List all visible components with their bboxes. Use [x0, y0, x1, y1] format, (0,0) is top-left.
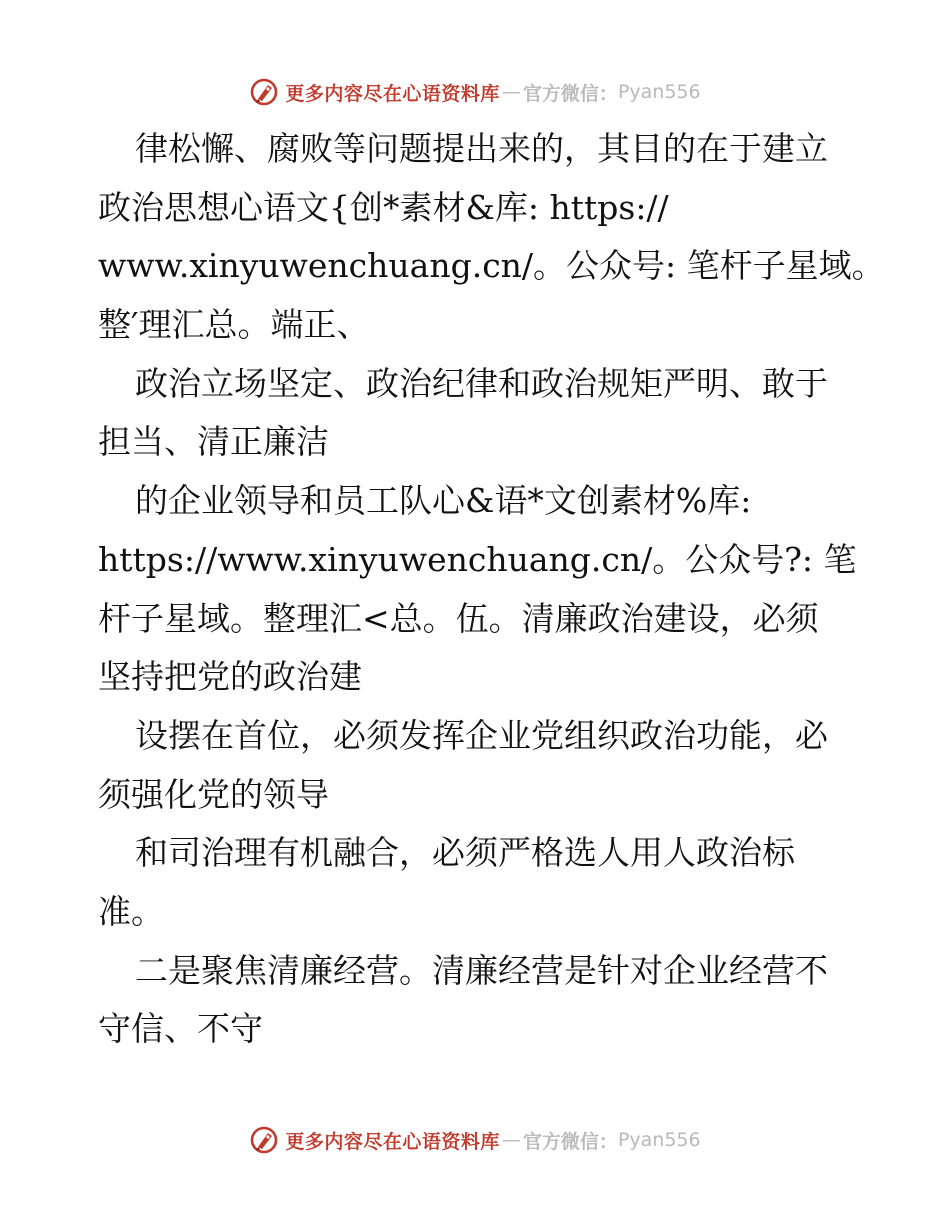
footer-dash: — [501, 1129, 521, 1151]
footer-watermark [0, 1120, 950, 1160]
text-line: 和司治理有机融合，必须严格选人用人政治标 [135, 833, 795, 873]
header-promo-text: 更多内容尽在心语资料库 [285, 82, 500, 105]
text-line: 政治思想心语文{创*素材&库: https:// [98, 187, 669, 227]
text-line: 设摆在首位，必须发挥企业党组织政治功能，必 [135, 715, 828, 755]
text-line: 须强化党的领导 [98, 774, 329, 814]
footer-wechat-id: Pyan556 [617, 1129, 701, 1151]
text-line: 坚持把党的政治建 [98, 657, 362, 697]
text-line: 政治立场坚定、政治纪律和政治规矩严明、敢于 [135, 363, 828, 403]
header-official-label: 官方微信： [522, 82, 618, 105]
text-line: 的企业领导和员工队心&语*文创素材%库: [135, 481, 752, 521]
footer-official-label: 官方微信： [522, 1130, 618, 1153]
header-watermark [0, 72, 950, 112]
pen-nib-logo-icon [249, 1125, 279, 1155]
text-line: 担当、清正廉洁 [98, 422, 329, 462]
header-wechat-id: Pyan556 [617, 81, 701, 103]
text-line: 守信、不守 [98, 1009, 263, 1049]
pen-nib-logo-icon [249, 77, 279, 107]
text-line: 整′理汇总。端正、 [98, 305, 370, 345]
footer-promo-text: 更多内容尽在心语资料库 [285, 1130, 500, 1153]
header-dash: — [501, 81, 521, 103]
text-line: 律松懈、腐败等问题提出来的，其目的在于建立 [135, 129, 828, 168]
text-line: 二是聚焦清廉经营。清廉经营是针对企业经营不 [135, 950, 828, 990]
text-line: www.xinyuwenchuang.cn/。公众号: 笔杆子星域。 [98, 246, 885, 286]
text-line: 杆子星域。整理汇<总。伍。清廉政治建设，必须 [98, 598, 819, 638]
text-line: https://www.xinyuwenchuang.cn/。公众号?: 笔 [98, 539, 857, 579]
document-body [98, 120, 898, 1059]
text-line: 准。 [98, 891, 164, 931]
